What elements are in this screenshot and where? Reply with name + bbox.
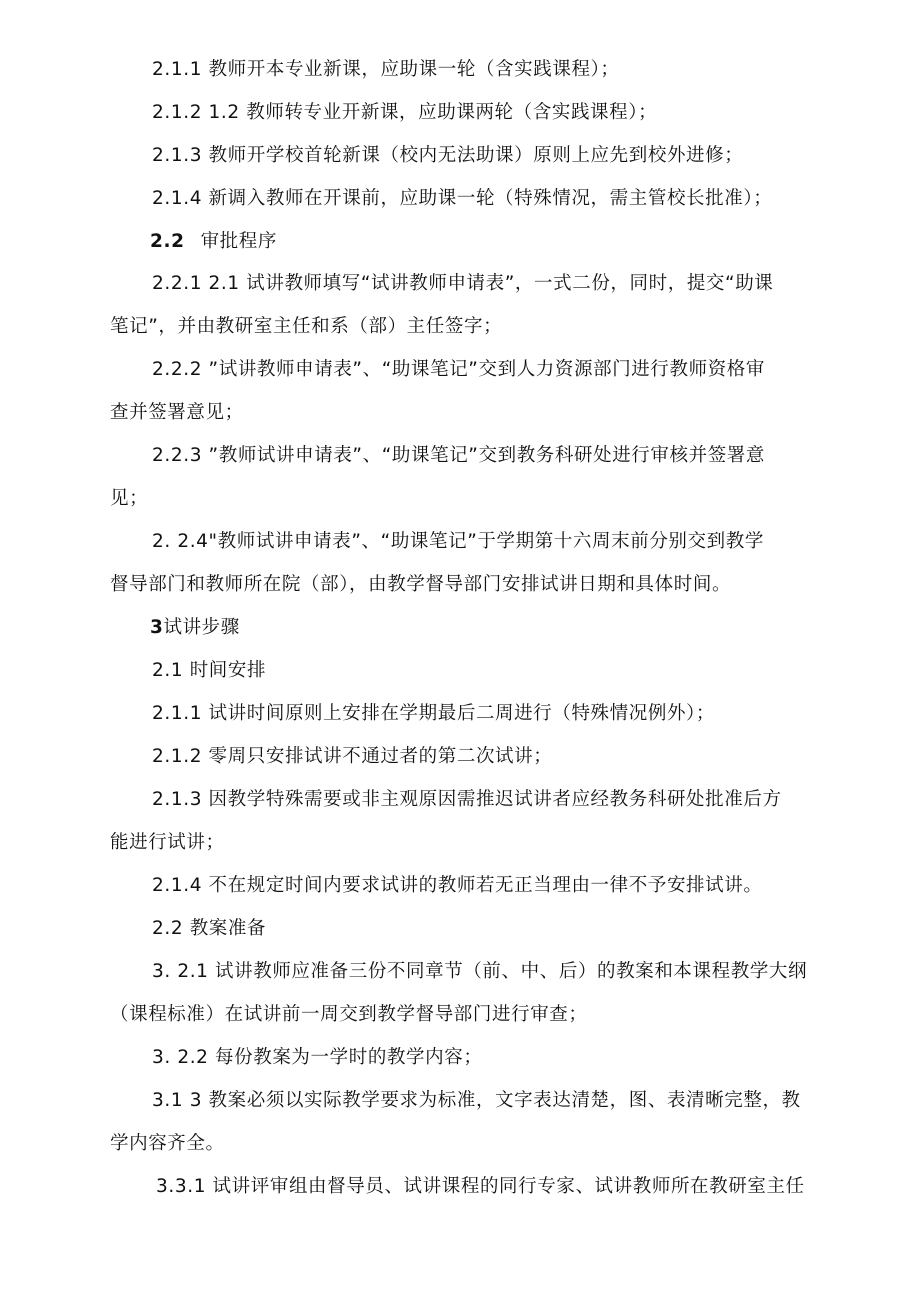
text-line: 2.2.2 ”试讲教师申请表”、“助课笔记”交到人力资源部门进行教师资格审 [152, 359, 765, 380]
text-line: 2.2.3 ”教师试讲申请表”、“助课笔记”交到教务科研处进行审核并签署意 [152, 445, 765, 466]
text-line: 3.3.1 试讲评审组由督导员、试讲课程的同行专家、试讲教师所在教研室主任 [156, 1176, 805, 1197]
text-line: 3. 2.2 每份教案为一学时的教学内容； [152, 1047, 483, 1068]
section-heading-title: 审批程序 [200, 231, 277, 252]
text-line: 督导部门和教师所在院（部），由教学督导部门安排试讲日期和具体时间。 [110, 574, 732, 595]
text-line: 学内容齐全。 [110, 1133, 225, 1154]
text-line: 见； [110, 488, 149, 509]
text-line: 能进行试讲； [110, 832, 225, 853]
text-line: （课程标准）在试讲前一周交到教学督导部门进行审查； [110, 1004, 588, 1025]
text-line: 3. 2.1 试讲教师应准备三份不同章节（前、中、后）的教案和本课程教学大纲 [152, 961, 808, 982]
text-line: 2.1.2 零周只安排试讲不通过者的第二次试讲； [152, 746, 553, 767]
text-line: 2.1.4 新调入教师在开课前，应助课一轮（特殊情况，需主管校长批准）； [152, 188, 773, 209]
text-line: 笔记”，并由教研室主任和系（部）主任签字； [110, 316, 503, 337]
section-heading-approval [150, 230, 277, 254]
section-heading-number: 2.2 [150, 231, 185, 252]
text-line: 2.2 教案准备 [152, 918, 267, 939]
text-line: 2.1.1 试讲时间原则上安排在学期最后二周进行（特殊情况例外）； [152, 703, 716, 724]
text-line: 查并签署意见； [110, 402, 244, 423]
section-heading-number: 3 [150, 617, 164, 638]
text-line: 3.1 3 教案必须以实际教学要求为标准，文字表达清楚，图、表清晰完整，教 [152, 1090, 801, 1111]
section-heading-title: 试讲步骤 [163, 617, 240, 638]
text-line: 2.1.3 因教学特殊需要或非主观原因需推迟试讲者应经教务科研处批准后方 [152, 789, 782, 810]
section-heading-steps [150, 616, 240, 640]
text-line: 2.1.4 不在规定时间内要求试讲的教师若无正当理由一律不予安排试讲。 [152, 875, 763, 896]
text-line: 2. 2.4"教师试讲申请表”、“助课笔记”于学期第十六周末前分别交到教学 [152, 531, 764, 552]
text-line: 2.2.1 2.1 试讲教师填写“试讲教师申请表”，一式二份，同时，提交“助课 [152, 273, 774, 294]
text-line: 2.1.2 1.2 教师转专业开新课，应助课两轮（含实践课程）； [152, 102, 658, 123]
text-line: 2.1.3 教师开学校首轮新课（校内无法助课）原则上应先到校外进修； [152, 145, 744, 166]
text-line: 2.1.1 教师开本专业新课，应助课一轮（含实践课程）； [152, 59, 620, 80]
text-line: 2.1 时间安排 [152, 660, 267, 681]
